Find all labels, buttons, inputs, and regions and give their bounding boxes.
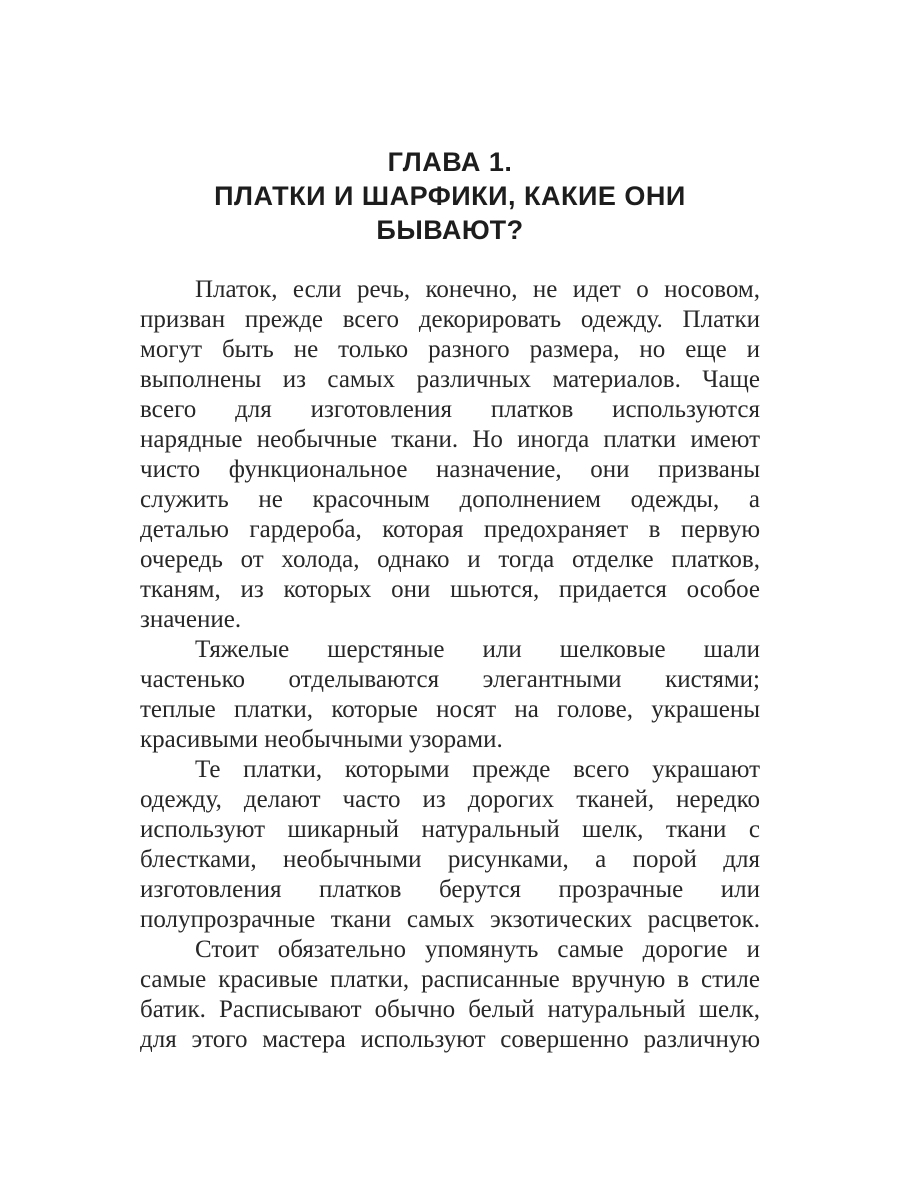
text-line: теплые платки, которые носят на голове, украшены — [140, 696, 760, 723]
text-line: всего для изготовления платков используются — [140, 396, 760, 423]
text-line: значение. — [140, 606, 242, 633]
text-line: используют шикарный натуральный шелк, ткани с — [140, 816, 760, 843]
text-line: самые красивые платки, расписанные вручную в стиле — [140, 966, 760, 993]
text-line: могут быть не только разного размера, но еще и — [140, 336, 760, 363]
text-line: Те платки, которыми прежде всего украшают — [195, 756, 760, 783]
body-text — [140, 275, 760, 1055]
paragraph — [140, 275, 760, 635]
text-line: полупрозрачные ткани самых экзотических расцветок. — [140, 906, 760, 933]
text-line: чисто функциональное назначение, они призваны — [140, 456, 760, 483]
text-line: батик. Расписывают обычно белый натуральный шелк, — [140, 996, 760, 1023]
text-line: одежду, делают часто из дорогих тканей, нередко — [140, 786, 760, 813]
text-line: Тяжелые шерстяные или шелковые шали — [195, 636, 760, 663]
text-line: деталью гардероба, которая предохраняет в первую — [140, 516, 760, 543]
chapter-heading-line: ГЛАВА 1. — [387, 147, 513, 177]
text-line: частенько отделываются элегантными кистями; — [140, 666, 760, 693]
text-line: нарядные необычные ткани. Но иногда платки имеют — [140, 426, 760, 453]
chapter-heading-line: БЫВАЮТ? — [376, 215, 524, 245]
text-line: для этого мастера используют совершенно различную — [140, 1026, 760, 1053]
text-line: Платок, если речь, конечно, не идет о носовом, — [195, 276, 760, 303]
paragraph — [140, 935, 760, 1055]
text-line: тканям, из которых они шьются, придается особое — [140, 576, 760, 603]
text-line: изготовления платков берутся прозрачные или — [140, 876, 760, 903]
text-line: Стоит обязательно упомянуть самые дорогие и — [195, 936, 760, 963]
text-line: очередь от холода, однако и тогда отделке платков, — [140, 546, 760, 573]
chapter-heading-line: ПЛАТКИ И ШАРФИКИ, КАКИЕ ОНИ — [214, 181, 686, 211]
chapter-heading — [140, 145, 760, 247]
text-column — [140, 0, 760, 1055]
text-line: блестками, необычными рисунками, а порой для — [140, 846, 760, 873]
text-line: красивыми необычными узорами. — [140, 726, 503, 753]
text-line: служить не красочным дополнением одежды, а — [140, 486, 760, 513]
text-line: выполнены из самых различных материалов. Чаще — [140, 366, 760, 393]
paragraph — [140, 755, 760, 935]
paragraph — [140, 635, 760, 755]
text-line: призван прежде всего декорировать одежду. Платки — [140, 306, 760, 333]
